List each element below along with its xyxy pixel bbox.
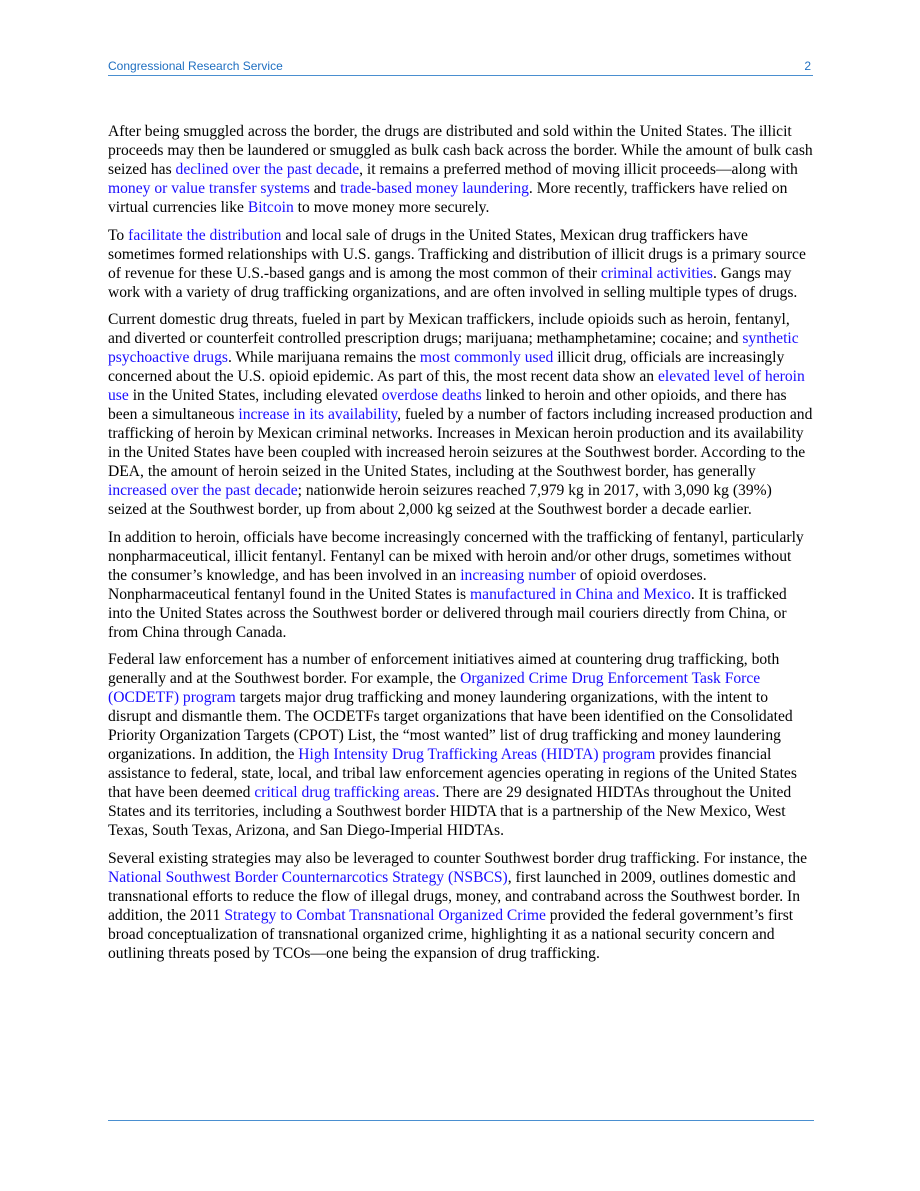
hyperlink[interactable]: increase in its availability — [238, 406, 398, 424]
hyperlink[interactable]: critical drug trafficking areas — [254, 784, 436, 802]
body-text: , it remains a preferred method of moving illicit proceeds—along with — [359, 161, 798, 178]
paragraph-drug-threats — [108, 310, 814, 519]
body-text: After being smuggled across the border, the drugs are distributed and sold within the United States. The illicit proceeds may then be laundered or smuggled as bulk cash back across the border. While the amount of bulk cash seized has — [108, 123, 813, 178]
hyperlink[interactable]: synthetic psychoactive drugs — [108, 330, 799, 367]
body-text: of opioid overdoses. Nonpharmaceutical fentanyl found in the United States is — [108, 566, 707, 603]
hyperlink[interactable]: money or value transfer systems — [108, 180, 310, 197]
body-text: Federal law enforcement has a number of enforcement initiatives aimed at countering drug trafficking, both generally and at the Southwest border. For example, the — [108, 651, 780, 688]
paragraph-gangs — [108, 226, 814, 302]
paragraph-bulk-cash — [108, 122, 814, 217]
hyperlink[interactable]: Bitcoin — [247, 199, 294, 216]
hyperlink[interactable]: increased over the past decade — [108, 482, 298, 500]
hyperlink[interactable]: increasing number — [460, 566, 576, 584]
body-text: Several existing strategies may also be leveraged to counter Southwest border drug trafficking. For instance, the — [108, 849, 808, 867]
body-text: in the United States, including elevated — [128, 387, 382, 405]
hyperlink[interactable]: overdose deaths — [381, 387, 482, 405]
body-text: provided the federal government’s first broad conceptualization of transnational organized crime, highlighting it as a national security concern and outlining threats posed by TCOs—one being the expansion of drug trafficking. — [108, 906, 794, 962]
body-text: . Gangs may work with a variety of drug trafficking organizations, and are often involved in selling multiple types of drugs. — [108, 264, 798, 301]
body-text: . More recently, traffickers have relied on virtual currencies like — [108, 180, 788, 216]
running-header — [108, 57, 813, 76]
hyperlink[interactable]: trade-based money laundering — [340, 180, 529, 197]
paragraph-strategies — [108, 849, 814, 963]
hyperlink[interactable]: manufactured in China and Mexico — [470, 585, 691, 603]
body-text: provides financial assistance to federal, state, local, and tribal law enforcement agencies operating in regions of the United States that have been deemed — [108, 746, 797, 802]
body-text: . It is trafficked into the United States across the Southwest border or delivered through mail couriers directly from China, or from China through Canada. — [108, 585, 787, 641]
body-text: targets major drug trafficking and money laundering organizations, with the intent to disrupt and dismantle them. The OCDETFs target organizations that have been identified on the Consolidated Priority Organization Targets (CPOT) List, the “most wanted” list of drug trafficking and money laundering organizations. In addition, the — [108, 689, 793, 764]
hyperlink[interactable]: declined over the past decade — [175, 161, 360, 178]
body-text: and — [309, 180, 341, 197]
body-text: to move money more securely. — [293, 199, 490, 216]
hyperlink[interactable]: elevated level of heroin use — [108, 368, 805, 405]
body-text: . There are 29 designated HIDTAs throughout the United States and its territories, including a Southwest border HIDTA that is a partnership of the New Mexico, West Texas, South Texas, Arizona, and San Diego-Imperial HIDTAs. — [108, 784, 792, 840]
hyperlink[interactable]: Organized Crime Drug Enforcement Task Force (OCDETF) program — [108, 670, 761, 707]
body-text: . While marijuana remains the — [227, 349, 420, 367]
body-text: ; nationwide heroin seizures reached 7,979 kg in 2017, with 3,090 kg (39%) seized at the Southwest border, up from about 2,000 kg seized at the Southwest border a decade earlier. — [108, 482, 772, 519]
hyperlink[interactable]: most commonly used — [419, 349, 554, 367]
footer-rule — [108, 1120, 814, 1121]
body-text: , first launched in 2009, outlines domestic and transnational efforts to reduce the flow of illegal drugs, money, and contraband across the Southwest border. In addition, the 2011 — [108, 868, 800, 924]
header-source: Congressional Research Service — [108, 59, 283, 73]
hyperlink[interactable]: High Intensity Drug Trafficking Areas (HIDTA) program — [298, 746, 656, 764]
hyperlink[interactable]: facilitate the distribution — [128, 226, 282, 244]
paragraph-enforcement — [108, 650, 814, 840]
body-text: In addition to heroin, officials have become increasingly concerned with the trafficking of fentanyl, particularly nonpharmaceutical, illicit fentanyl. Fentanyl can be mixed with heroin and/or other drugs, sometimes without the consumer’s knowledge, and has been involved in an — [108, 528, 804, 584]
body-text: illicit drug, officials are increasingly concerned about the U.S. opioid epidemic. As part of this, the most recent data show an — [108, 349, 785, 386]
body-text: To — [108, 226, 129, 244]
body-text: and local sale of drugs in the United States, Mexican drug traffickers have sometimes formed relationships with U.S. gangs. Trafficking and distribution of illicit drugs is a primary source of revenue for these U.S.-based gangs and is among the most common of their — [108, 226, 806, 282]
hyperlink[interactable]: National Southwest Border Counternarcotics Strategy (NSBCS) — [108, 868, 508, 886]
hyperlink[interactable]: criminal activities — [600, 264, 713, 282]
hyperlink[interactable]: Strategy to Combat Transnational Organized Crime — [224, 906, 546, 924]
document-body — [108, 122, 814, 972]
page-number: 2 — [804, 59, 811, 73]
body-text: linked to heroin and other opioids, and there has been a simultaneous — [108, 387, 787, 424]
body-text: Current domestic drug threats, fueled in part by Mexican traffickers, include opioids such as heroin, fentanyl, and diverted or counterfeit controlled prescription drugs; marijuana; methamphetamine; cocaine; and — [108, 311, 790, 348]
body-text: , fueled by a number of factors including increased production and trafficking of heroin by Mexican criminal networks. Increases in Mexican heroin production and its availability in the United States have been coupled with increased heroin seizures at the Southwest border. According to the DEA, the amount of heroin seized in the United States, including at the Southwest border, has generally — [108, 406, 813, 481]
paragraph-fentanyl — [108, 528, 814, 642]
